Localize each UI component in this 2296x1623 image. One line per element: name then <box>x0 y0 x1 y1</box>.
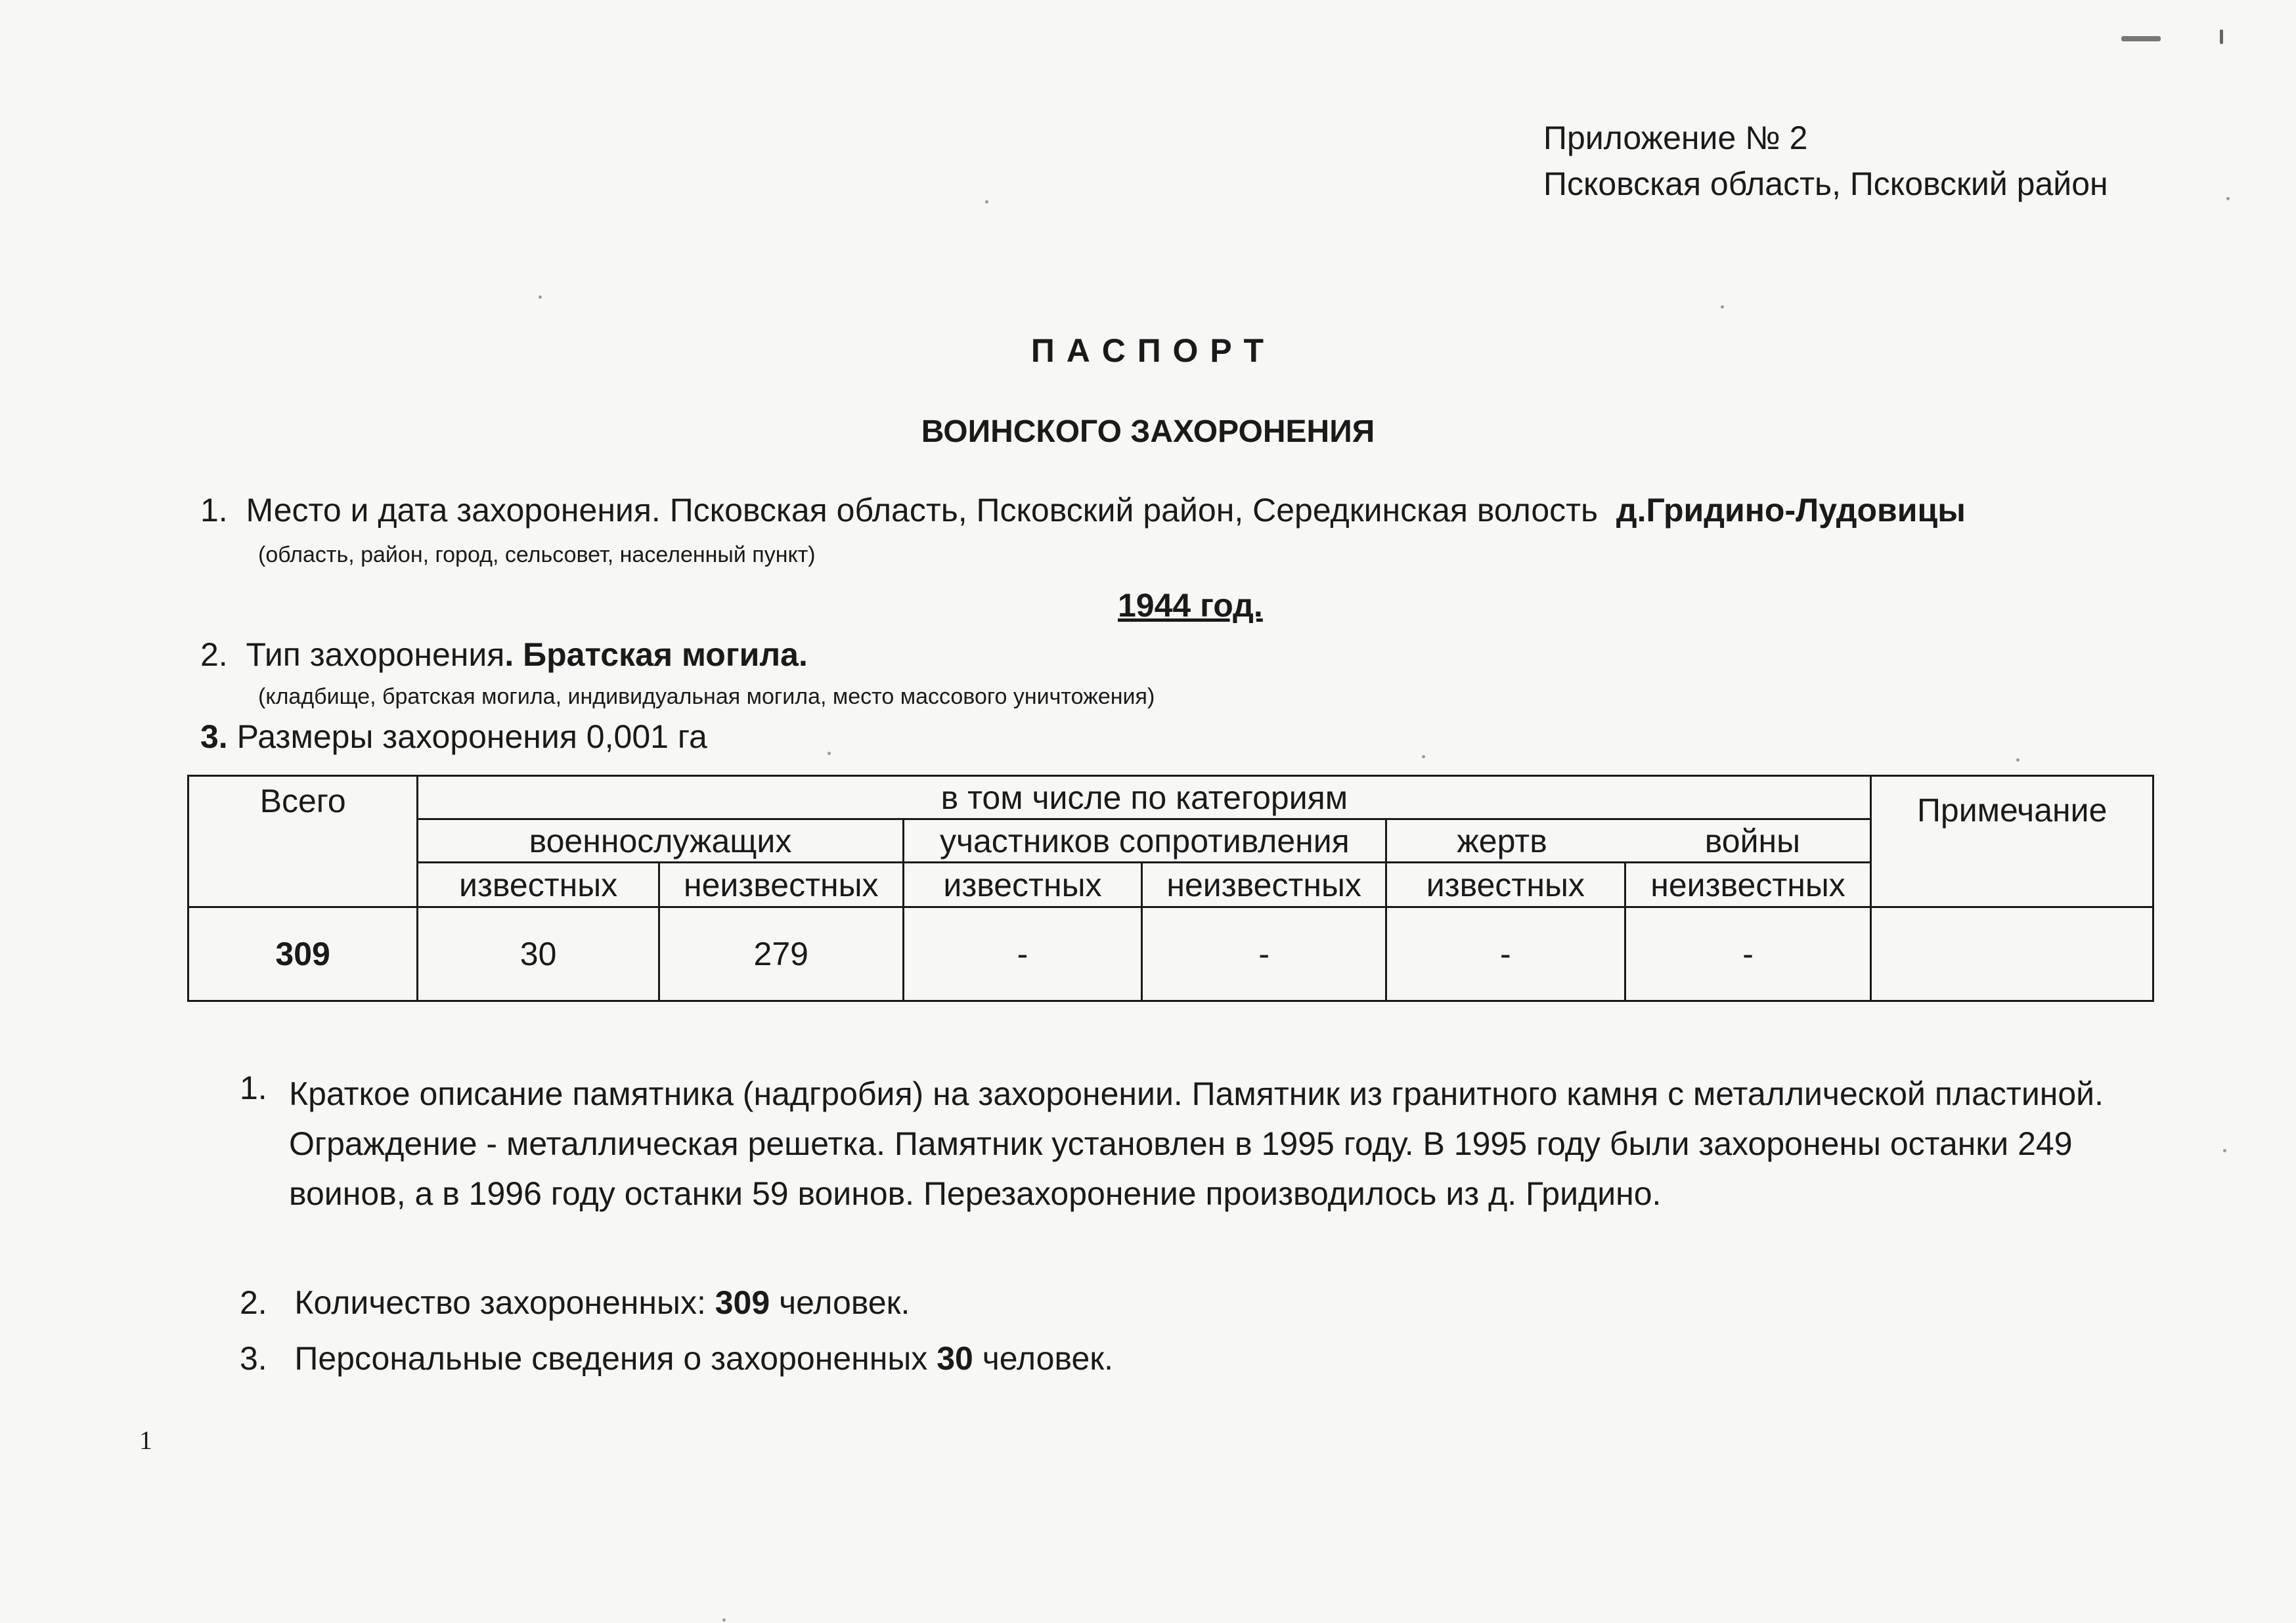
list-item-3-tail: человек. <box>973 1340 1114 1377</box>
section3-line <box>200 718 707 756</box>
section2-number: 2. <box>200 636 228 673</box>
scan-speck <box>722 1618 726 1622</box>
cell-note <box>1871 907 2153 1001</box>
section3-text: Размеры захоронения 0,001 га <box>236 718 707 755</box>
section1-text: Место и дата захоронения. Псковская область, Псковский район, Середкинская волость <box>246 492 1599 529</box>
page-number: 1 <box>139 1425 152 1455</box>
header-military: военнослужащих <box>418 819 903 863</box>
list-item-2-number: 2. <box>240 1284 267 1321</box>
section2-value: . Братская могила. <box>504 636 808 673</box>
scan-speck <box>1721 305 1724 309</box>
list-item-1-text: Краткое описание памятника (надгробия) на захоронении. Памятник из гранитного камня с металлической пластиной. Ограждение - металлическая решетка. Памятник установлен в 1995 году. В 1995 году были захоронены останки 249 воинов, а в 1996 году останки 59 воинов. Перезахоронение производилось из д. Гридино. <box>289 1075 2104 1212</box>
list-item-3-text: Персональные сведения о захороненных <box>294 1340 937 1377</box>
section1-note: (область, район, город, сельсовет, населенный пункт) <box>258 542 816 567</box>
scan-mark <box>2121 36 2161 41</box>
cell-vic-known: - <box>1386 907 1625 1001</box>
cell-res-known: - <box>903 907 1142 1001</box>
section1-number: 1. <box>200 492 228 529</box>
scan-speck <box>539 295 542 299</box>
cell-mil-known: 30 <box>418 907 659 1001</box>
section1-year: 1944 год. <box>1118 587 1263 624</box>
list-item-3 <box>240 1339 1113 1377</box>
header-victims-b: войны <box>1704 822 1801 859</box>
cell-res-unknown: - <box>1142 907 1386 1001</box>
list-item-1-number: 1. <box>240 1070 267 1106</box>
header-victims <box>1386 819 1871 863</box>
list-item-2 <box>240 1284 910 1322</box>
scan-speck <box>2226 197 2230 200</box>
page-subtitle: ВОИНСКОГО ЗАХОРОНЕНИЯ <box>921 414 1375 449</box>
page-title: П А С П О Р Т <box>1030 332 1266 369</box>
list-item-3-value: 30 <box>937 1340 973 1377</box>
section1-line <box>200 491 1966 529</box>
header-mil-known: известных <box>418 863 659 907</box>
section2-line <box>200 636 808 674</box>
header-mil-unknown: неизвестных <box>659 863 903 907</box>
header-note: Примечание <box>1871 776 2153 907</box>
scan-speck <box>2016 758 2020 762</box>
header-categories: в том числе по категориям <box>418 776 1871 819</box>
scan-speck <box>985 200 988 204</box>
scan-speck <box>828 752 831 755</box>
header-vic-unknown: неизвестных <box>1625 863 1871 907</box>
scan-speck <box>2223 1149 2226 1152</box>
header-res-known: известных <box>903 863 1142 907</box>
section2-note: (кладбище, братская могила, индивидуальная могила, место массового уничтожения) <box>258 684 1155 709</box>
header-total: Всего <box>188 776 418 907</box>
header-vic-known: известных <box>1386 863 1625 907</box>
section2-text: Тип захоронения <box>246 636 505 673</box>
list-item-2-value: 309 <box>715 1284 770 1321</box>
list-item-2-tail: человек. <box>770 1284 910 1321</box>
annex-region: Псковская область, Псковский район <box>1543 165 2108 202</box>
header-resistance: участников сопротивления <box>903 819 1386 863</box>
list-item-2-text: Количество захороненных: <box>294 1284 715 1321</box>
scan-mark <box>2220 30 2223 44</box>
header-res-unknown: неизвестных <box>1142 863 1386 907</box>
section3-number: 3. <box>200 718 228 755</box>
scan-speck <box>1422 755 1425 758</box>
cell-vic-unknown: - <box>1625 907 1871 1001</box>
header-victims-a: жертв <box>1457 822 1547 859</box>
burial-statistics-table <box>187 775 2154 1002</box>
list-item-3-number: 3. <box>240 1340 267 1377</box>
cell-total: 309 <box>188 907 418 1001</box>
annex-number: Приложение № 2 <box>1543 119 1808 156</box>
cell-mil-unknown: 279 <box>659 907 903 1001</box>
section1-place: д.Гридино-Лудовицы <box>1616 492 1966 529</box>
